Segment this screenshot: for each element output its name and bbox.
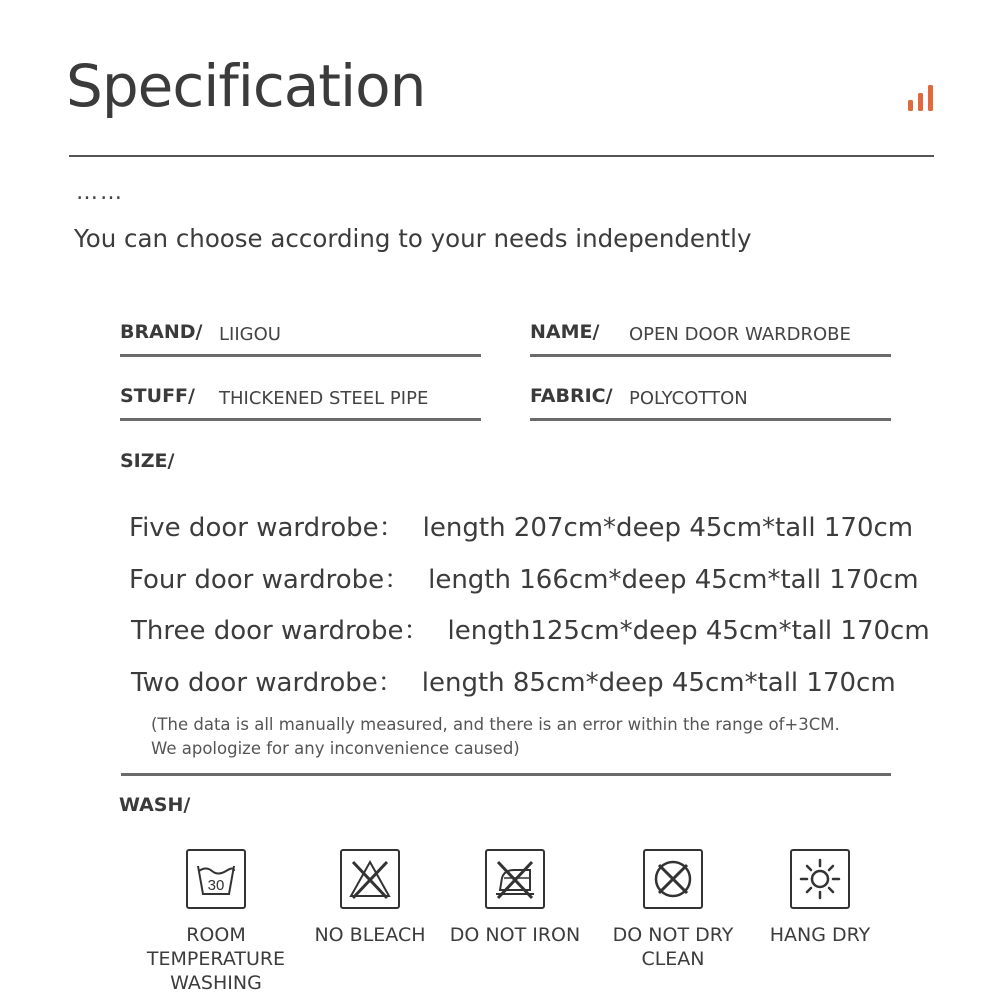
- fabric-underline: [530, 418, 891, 421]
- signal-bars-icon: [906, 82, 936, 112]
- size-row-spec: length 207cm*deep 45cm*tall 170cm: [422, 513, 914, 543]
- wash-item: [745, 849, 895, 947]
- fabric-value: POLYCOTTON: [629, 388, 748, 409]
- note-line: (The data is all manually measured, and there is an error within the range of+3CM.: [151, 715, 840, 734]
- size-row: [129, 559, 919, 596]
- wash-item-label: DO NOT IRON: [449, 924, 581, 946]
- wash-item: [440, 849, 590, 947]
- note-line: We apologize for any inconvenience caused): [151, 739, 520, 758]
- stuff-label: STUFF/: [120, 385, 195, 407]
- size-row-spec: length 85cm*deep 45cm*tall 170cm: [421, 668, 896, 698]
- size-row: [131, 610, 930, 647]
- fabric-label: FABRIC/: [530, 385, 613, 407]
- no-iron-icon: [485, 849, 545, 909]
- size-row-name: Five door wardrobe：: [129, 513, 405, 543]
- name-value: OPEN DOOR WARDROBE: [629, 324, 851, 345]
- size-row-name: Three door wardrobe：: [131, 616, 430, 646]
- wash-label: WASH/: [119, 794, 191, 816]
- size-divider: [121, 773, 891, 776]
- size-row-name: Four door wardrobe：: [129, 565, 411, 595]
- name-label: NAME/: [530, 321, 600, 343]
- page-title: Specification: [66, 52, 426, 120]
- name-underline: [530, 354, 891, 357]
- stuff-value: THICKENED STEEL PIPE: [219, 388, 429, 409]
- subtitle: You can choose according to your needs independently: [74, 224, 752, 253]
- size-row-spec: length125cm*deep 45cm*tall 170cm: [447, 616, 930, 646]
- wash-item-label: NO BLEACH: [314, 924, 426, 946]
- brand-label: BRAND/: [120, 321, 203, 343]
- wash-item: [295, 849, 445, 947]
- no-dry-clean-icon: [643, 849, 703, 909]
- ellipsis-decoration: ……: [76, 180, 124, 205]
- wash-item-label: HANG DRY: [769, 924, 871, 946]
- measurement-note: [151, 713, 840, 761]
- size-label: SIZE/: [120, 450, 175, 472]
- size-row-name: Two door wardrobe：: [131, 668, 404, 698]
- header-divider: [69, 155, 934, 157]
- brand-underline: [120, 354, 481, 357]
- wash-item-label: DO NOT DRY CLEAN: [612, 924, 734, 970]
- stuff-underline: [120, 418, 481, 421]
- wash-tub-number: 30: [207, 877, 225, 894]
- wash-tub-30-icon: [186, 849, 246, 909]
- wash-item: [141, 849, 291, 995]
- wash-item: [598, 849, 748, 971]
- size-row: [131, 662, 896, 699]
- brand-value: LIIGOU: [219, 324, 281, 345]
- no-bleach-icon: [340, 849, 400, 909]
- size-row-spec: length 166cm*deep 45cm*tall 170cm: [428, 565, 919, 595]
- wash-item-label: ROOM TEMPERATURE WASHING: [146, 924, 286, 994]
- size-row: [129, 507, 913, 544]
- hang-dry-sun-icon: [790, 849, 850, 909]
